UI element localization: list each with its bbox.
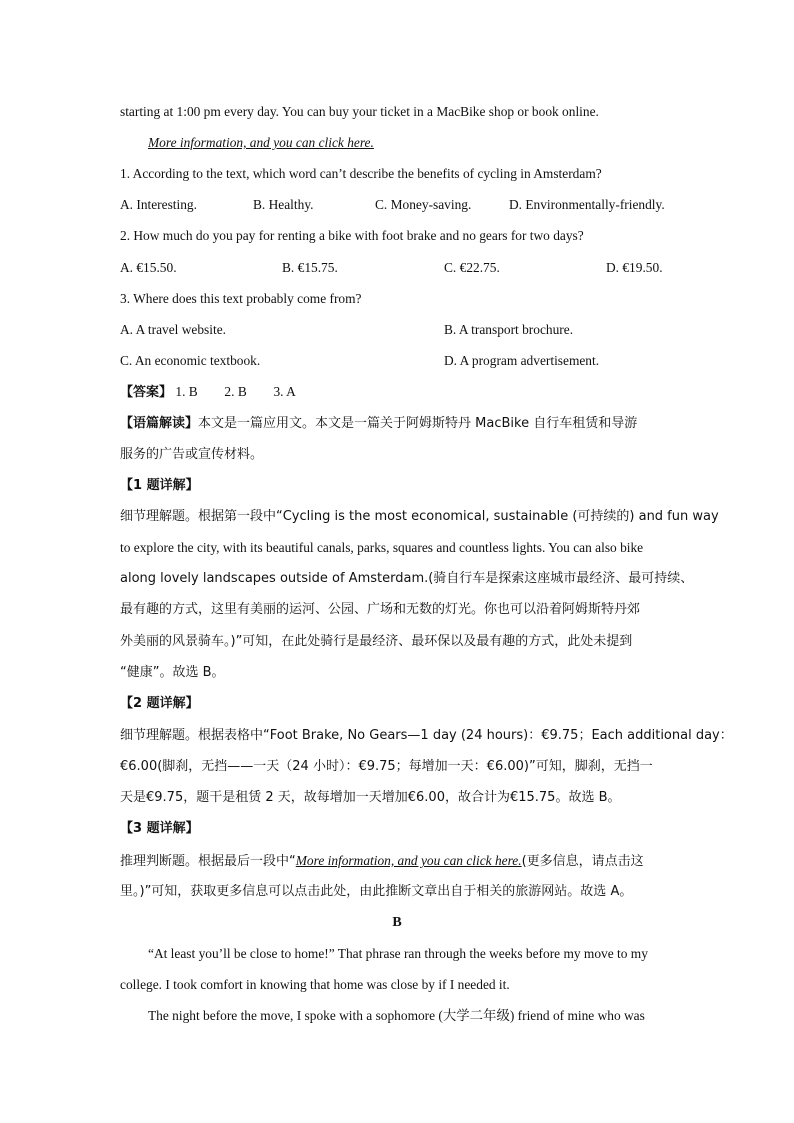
more-info-link-quote[interactable]: More information, and you can click here.: [295, 853, 522, 868]
detail-3-prefix: 推理判断题。根据最后一段中“: [120, 854, 296, 869]
answer-3: 3. A: [273, 384, 296, 399]
detail-2-line: €6.00(脚刹，无挡——一天（24 小时）：€9.75；每增加一天：€6.00)”可知，脚刹，无挡一: [120, 759, 653, 774]
q2-option-d: D. €19.50.: [606, 260, 663, 275]
passage-text: starting at 1:00 pm every day. You can buy your ticket in a MacBike shop or book online.: [120, 104, 599, 119]
q2-option-c: C. €22.75.: [444, 260, 500, 275]
detail-1-line: 细节理解题。根据第一段中“Cycling is the most economical, sustainable (可持续的) and fun way: [120, 509, 719, 524]
detail-2-line: 细节理解题。根据表格中“Foot Brake, No Gears—1 day (24 hours)：€9.75；Each additional day：: [120, 728, 733, 743]
detail-1-heading: 【1 题详解】: [120, 478, 199, 493]
interpretation-line-1: [120, 414, 637, 434]
detail-1-line: to explore the city, with its beautiful canals, parks, squares and countless lights. You can also bike: [120, 540, 644, 555]
answer-2: 2. B: [224, 384, 247, 399]
section-b-paragraph-line: “At least you’ll be close to home!” That phrase ran through the weeks before my move to my: [148, 946, 648, 961]
q2-option-a: A. €15.50.: [120, 260, 177, 275]
q3-option-d: D. A program advertisement.: [444, 353, 600, 368]
q2-option-b: B. €15.75.: [282, 260, 338, 275]
detail-3-heading: 【3 题详解】: [120, 821, 199, 836]
q3-option-b: B. A transport brochure.: [444, 322, 574, 337]
answer-1: 1. B: [175, 384, 198, 399]
interpretation-text: 本文是一篇应用文。本文是一篇关于阿姆斯特丹 MacBike 自行车租赁和导游: [198, 416, 638, 431]
section-b-title: B: [392, 915, 402, 930]
detail-1-line: “健康”。故选 B。: [120, 665, 225, 680]
detail-1-line: along lovely landscapes outside of Amsterdam.(骑自行车是探索这座城市最经济、最可持续、: [120, 571, 694, 586]
detail-2-heading: 【2 题详解】: [120, 696, 199, 711]
q1-option-d: D. Environmentally-friendly.: [509, 197, 665, 212]
q3-option-c: C. An economic textbook.: [120, 353, 261, 368]
interpretation-label: 【语篇解读】: [120, 416, 199, 431]
detail-1-line: 最有趣的方式，这里有美丽的运河、公园、广场和无数的灯光。你也可以沿着阿姆斯特丹郊: [120, 602, 641, 617]
q1-option-c: C. Money-saving.: [375, 197, 472, 212]
detail-3-suffix: (更多信息，请点击这: [521, 854, 644, 869]
question-1-stem: 1. According to the text, which word can’t describe the benefits of cycling in Amsterdam?: [120, 166, 602, 181]
answer-label: 【答案】: [120, 385, 173, 400]
section-b-paragraph-line: The night before the move, I spoke with a sophomore (大学二年级) friend of mine who was: [148, 1008, 645, 1023]
detail-2-line: 天是€9.75，题干是租赁 2 天，故每增加一天增加€6.00，故合计为€15.75。故选 B。: [120, 790, 621, 805]
interpretation-line-2: 服务的广告或宣传材料。: [120, 447, 264, 462]
q1-option-a: A. Interesting.: [120, 197, 197, 212]
more-info-link[interactable]: More information, and you can click here.: [148, 135, 374, 150]
detail-3-line-2: 里。)”可知，获取更多信息可以点击此处，由此推断文章出自于相关的旅游网站。故选 A。: [120, 884, 633, 899]
section-b-paragraph-line: college. I took comfort in knowing that home was close by if I needed it.: [120, 977, 510, 992]
question-2-stem: 2. How much do you pay for renting a bike with foot brake and no gears for two days?: [120, 228, 584, 243]
detail-1-line: 外美丽的风景骑车。)”可知，在此处骑行是最经济、最环保以及最有趣的方式，此处未提到: [120, 634, 633, 649]
q3-option-a: A. A travel website.: [120, 322, 226, 337]
detail-3-line-1: [120, 851, 644, 872]
answer-line: [120, 382, 296, 403]
q1-option-b: B. Healthy.: [253, 197, 314, 212]
question-3-stem: 3. Where does this text probably come from?: [120, 291, 362, 306]
